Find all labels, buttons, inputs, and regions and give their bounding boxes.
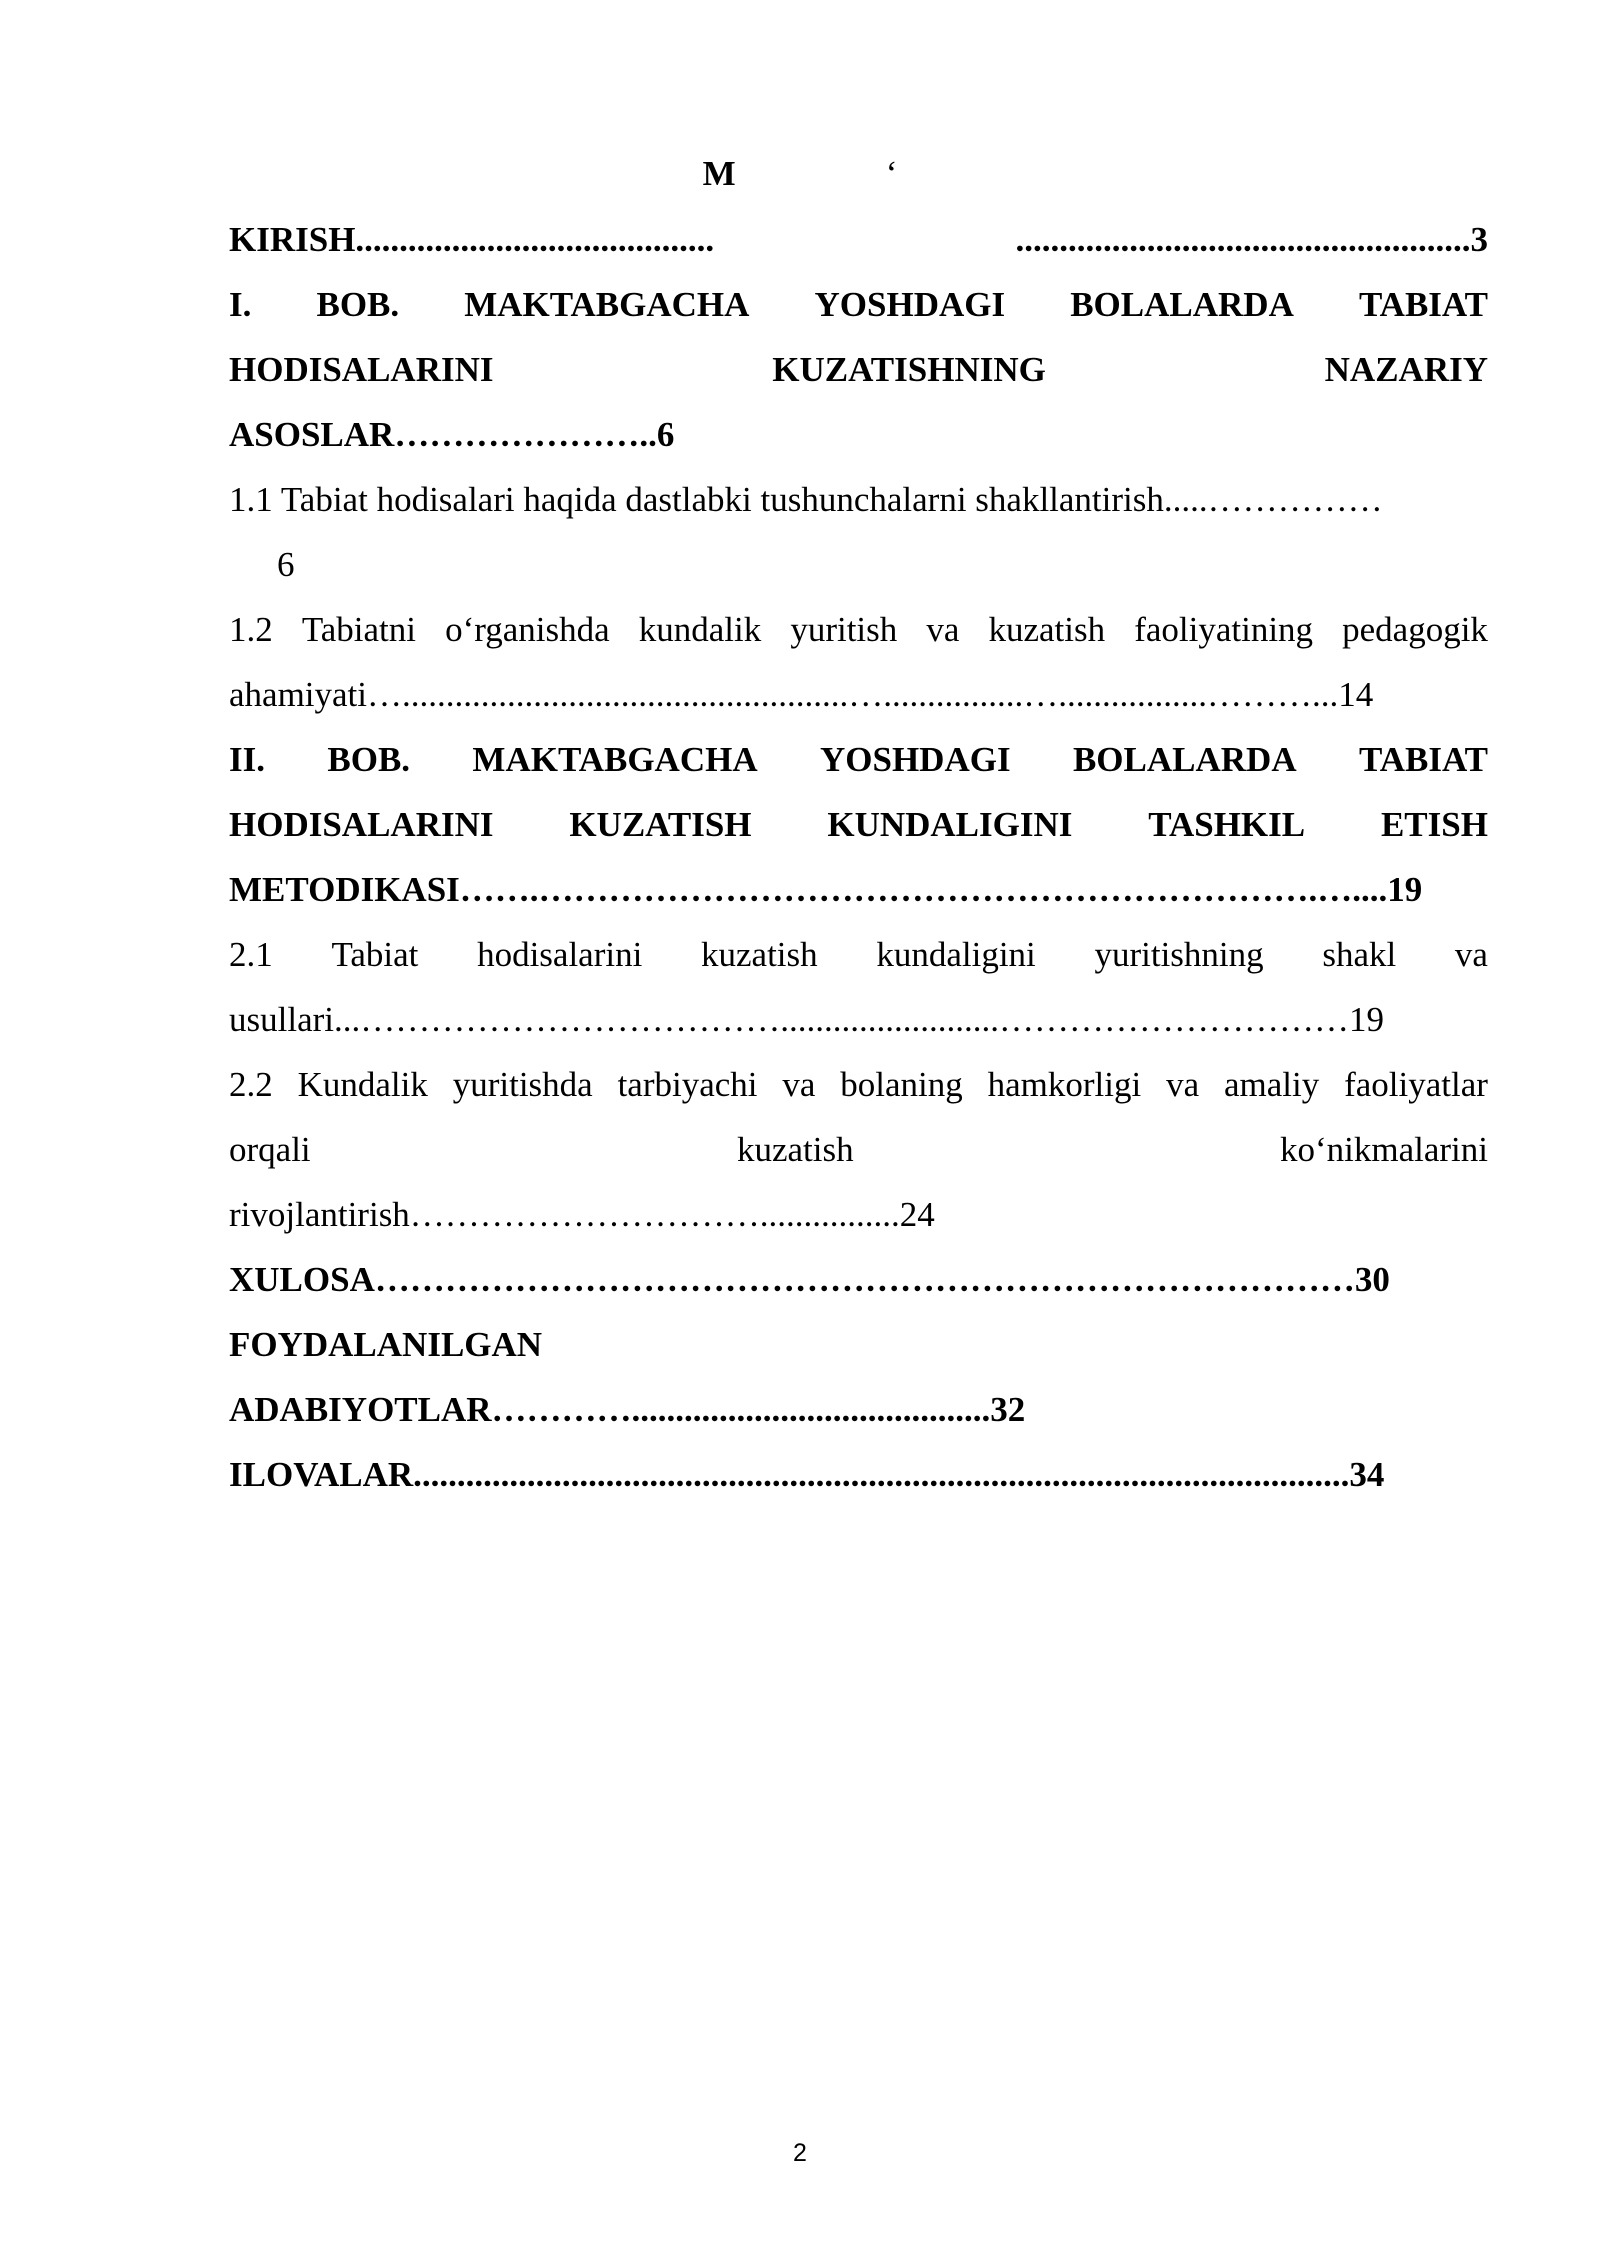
toc-entry-ilovalar[interactable]: ILOVALAR...........................................................................................................34: [229, 1455, 1385, 1494]
toc-entry-section-2-2-line-3[interactable]: rivojlantirish…………………………................24: [229, 1195, 935, 1234]
word: Tabiat: [331, 935, 419, 974]
kirish-left: KIRISH.........................................: [229, 220, 715, 259]
word: hamkorligi: [987, 1065, 1142, 1104]
word: kuzatish: [736, 1130, 854, 1169]
word: TABIAT: [1358, 740, 1488, 779]
word: ETISH: [1380, 805, 1488, 844]
word: BOLALARDA: [1070, 285, 1294, 324]
word: yuritishning: [1094, 935, 1264, 974]
toc-entry-section-2-2-line-1[interactable]: [229, 1063, 1488, 1107]
word: Kundalik: [297, 1065, 428, 1104]
heading-mark: ‘: [885, 154, 898, 193]
toc-entry-section-1-2-line-2[interactable]: ahamiyati…...................................................…................….................………...14: [229, 675, 1374, 714]
word: kuzatish: [701, 935, 818, 974]
word: o‘rganishda: [445, 610, 610, 649]
toc-entry-section-1-1[interactable]: 1.1 Tabiat hodisalari haqida dastlabki tushunchalarni shakllantirish.....……………: [229, 480, 1383, 519]
word: 2.1: [229, 935, 273, 974]
toc-entry-chapter-1-line-1[interactable]: [229, 283, 1488, 327]
toc-entry-xulosa[interactable]: XULOSA…………………………………………………………………………30: [229, 1260, 1390, 1299]
word: kuzatish: [988, 610, 1106, 649]
word: va: [1166, 1065, 1200, 1104]
word: bolaning: [840, 1065, 963, 1104]
heading-letter: M: [702, 154, 736, 193]
word: va: [926, 610, 960, 649]
word: TABIAT: [1358, 285, 1488, 324]
toc-entry-section-2-1-line-1[interactable]: [229, 933, 1488, 977]
toc-entry-foydalanilgan-line-2[interactable]: ADABIYOTLAR………….........................................32: [229, 1390, 1026, 1429]
word: BOB.: [327, 740, 411, 779]
word: KUZATISH: [569, 805, 752, 844]
word: tarbiyachi: [617, 1065, 758, 1104]
toc-entry-section-1-1-page[interactable]: 6: [277, 545, 295, 584]
toc-entry-chapter-1-line-3[interactable]: ASOSLAR…………………..6: [229, 415, 675, 454]
toc-entry-foydalanilgan-line-1[interactable]: FOYDALANILGAN: [229, 1325, 543, 1364]
word: I.: [229, 285, 252, 324]
toc-entry-chapter-2-line-1[interactable]: [229, 738, 1488, 782]
word: orqali: [229, 1130, 311, 1169]
word: MAKTABGACHA: [472, 740, 758, 779]
word: TASHKIL: [1148, 805, 1306, 844]
toc-entry-chapter-1-line-2[interactable]: [229, 348, 1488, 392]
word: YOSHDAGI: [814, 285, 1006, 324]
word: shakl: [1322, 935, 1397, 974]
word: pedagogik: [1342, 610, 1488, 649]
toc-entry-section-1-2-line-1[interactable]: [229, 608, 1488, 652]
word: faoliyatlar: [1344, 1065, 1488, 1104]
word: BOB.: [316, 285, 400, 324]
word: ko‘nikmalarini: [1279, 1130, 1488, 1169]
word: yuritishda: [452, 1065, 593, 1104]
word: BOLALARDA: [1072, 740, 1297, 779]
word: Tabiatni: [301, 610, 417, 649]
toc-entry-kirish[interactable]: [229, 218, 1488, 262]
page-number: 2: [793, 2139, 807, 2167]
word: kundalik: [638, 610, 762, 649]
word: amaliy: [1223, 1065, 1320, 1104]
toc-entry-chapter-2-line-3[interactable]: METODIKASI…….………………………………………………………….…....19: [229, 870, 1423, 909]
word: KUZATISHNING: [772, 350, 1046, 389]
word: KUNDALIGINI: [827, 805, 1073, 844]
word: yuritish: [790, 610, 898, 649]
word: va: [1454, 935, 1488, 974]
word: MAKTABGACHA: [464, 285, 750, 324]
word: YOSHDAGI: [819, 740, 1011, 779]
word: II.: [229, 740, 265, 779]
toc-heading: [0, 152, 1600, 196]
toc-entry-section-2-2-line-2[interactable]: [229, 1128, 1488, 1172]
word: HODISALARINI: [229, 805, 494, 844]
word: NAZARIY: [1324, 350, 1488, 389]
word: 1.2: [229, 610, 273, 649]
kirish-right: ....................................................3: [1015, 220, 1488, 259]
word: faoliyatining: [1134, 610, 1314, 649]
toc-entry-chapter-2-line-2[interactable]: [229, 803, 1488, 847]
word: kundaligini: [876, 935, 1036, 974]
toc-entry-section-2-1-line-2[interactable]: usullari...……………………………….........................…………………………19: [229, 1000, 1384, 1039]
word: 2.2: [229, 1065, 273, 1104]
word: hodisalarini: [477, 935, 643, 974]
word: va: [782, 1065, 816, 1104]
word: HODISALARINI: [229, 350, 494, 389]
